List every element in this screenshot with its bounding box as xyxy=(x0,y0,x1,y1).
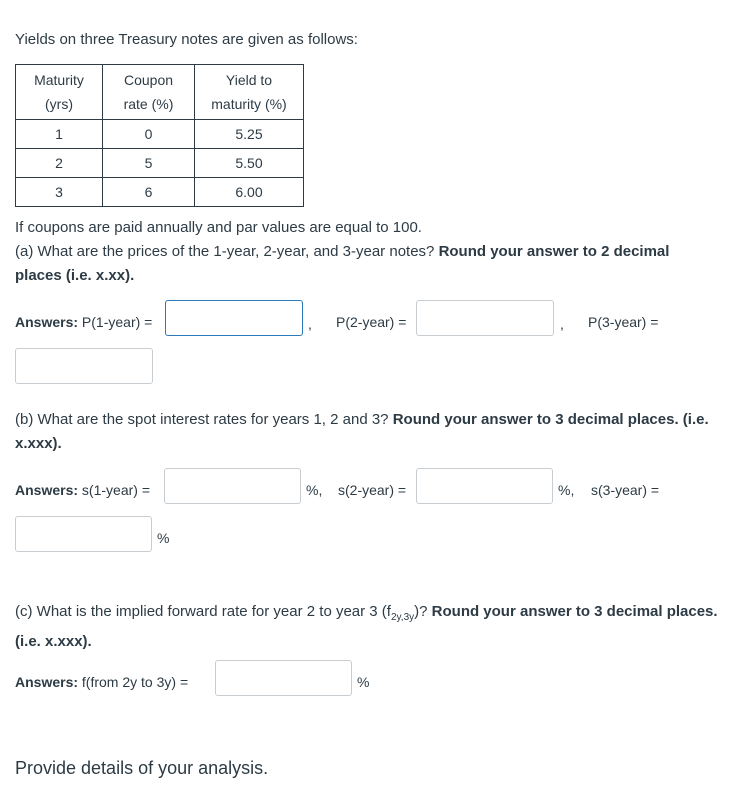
part-c-answers-label: Answers: f(from 2y to 3y) = xyxy=(15,674,189,690)
table-cell: 2 xyxy=(16,149,103,178)
table-row xyxy=(16,149,304,178)
table-cell: 5 xyxy=(103,149,195,178)
separator: , xyxy=(308,316,312,332)
assumption-text: If coupons are paid annually and par values are equal to 100. xyxy=(15,219,422,236)
header-maturity: Maturity (yrs) xyxy=(16,65,103,120)
percent-sign: % xyxy=(157,530,170,546)
percent-sign: %, xyxy=(306,482,323,498)
s3-label: s(3-year) = xyxy=(591,482,660,498)
separator: , xyxy=(560,316,564,332)
p2-input[interactable] xyxy=(416,300,554,336)
percent-sign: % xyxy=(357,674,370,690)
part-a-question: (a) What are the prices of the 1-year, 2-year, and 3-year notes? Round your answer to 2 decimal places (i.e. x.xx). xyxy=(15,243,670,284)
provide-details-text: Provide details of your analysis. xyxy=(15,758,269,778)
s2-input[interactable] xyxy=(416,468,553,504)
s2-label: s(2-year) = xyxy=(338,482,407,498)
s1-input[interactable] xyxy=(164,468,301,504)
part-c-question: (c) What is the implied forward rate for year 2 to year 3 $(f_{2y,3y})$? Round your answer to 3 decimal places. (i.e. x.xxx). xyxy=(15,603,718,650)
p3-input[interactable] xyxy=(15,348,153,384)
forward-rate-input[interactable] xyxy=(215,660,352,696)
table-cell: 6.00 xyxy=(195,178,304,207)
p3-label: P(3-year) = xyxy=(588,314,659,330)
part-b-question: (b) What are the spot interest rates for years 1, 2 and 3? Round your answer to 3 decimal places. (i.e. x.xxx). xyxy=(15,411,709,452)
table-cell: 6 xyxy=(103,178,195,207)
percent-sign: %, xyxy=(558,482,575,498)
header-yield: Yield to maturity (%) xyxy=(195,65,304,120)
treasury-notes-table xyxy=(15,64,304,207)
table-cell: 5.50 xyxy=(195,149,304,178)
p2-label: P(2-year) = xyxy=(336,314,407,330)
part-a-answers-label: Answers: P(1-year) = xyxy=(15,314,153,330)
header-coupon: Coupon rate (%) xyxy=(103,65,195,120)
table-cell: 0 xyxy=(103,120,195,149)
intro-text: Yields on three Treasury notes are given as follows: xyxy=(15,31,358,48)
table-row xyxy=(16,178,304,207)
table-cell: 3 xyxy=(16,178,103,207)
table-cell: 1 xyxy=(16,120,103,149)
table-cell: 5.25 xyxy=(195,120,304,149)
table-header-row xyxy=(16,65,304,120)
p1-input[interactable] xyxy=(165,300,303,336)
table-row xyxy=(16,120,304,149)
s3-input[interactable] xyxy=(15,516,152,552)
part-b-answers-label: Answers: s(1-year) = xyxy=(15,482,150,498)
